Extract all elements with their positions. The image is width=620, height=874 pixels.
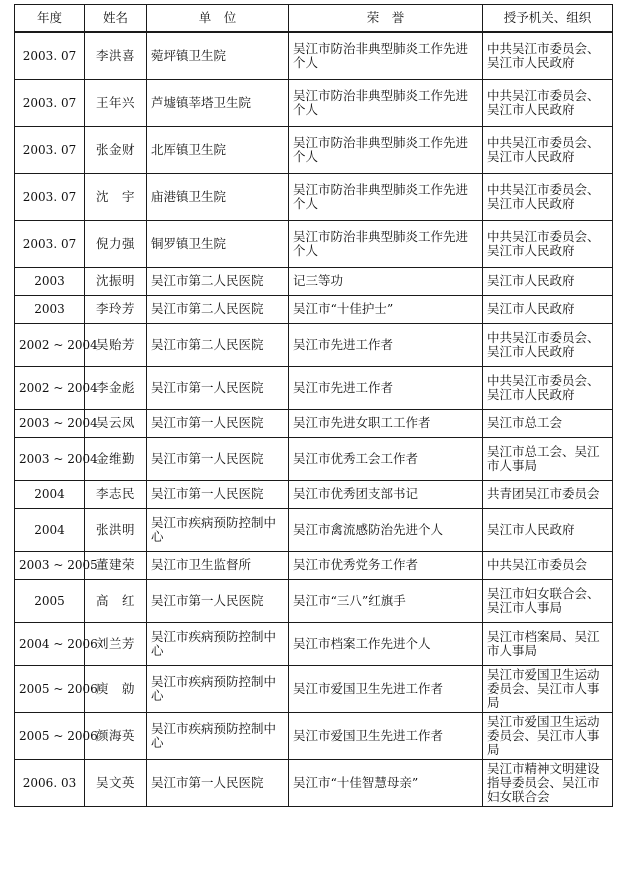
cell-org: 中共吴江市委员会、吴江市人民政府 [483, 173, 613, 220]
cell-name: 沈振明 [85, 267, 147, 295]
table-row [15, 220, 613, 267]
header-unit: 单 位 [147, 5, 289, 33]
table-row [15, 366, 613, 409]
table-row [15, 126, 613, 173]
cell-name: 庾 勍 [85, 665, 147, 712]
cell-honor: 吴江市先进女职工工作者 [289, 409, 483, 437]
cell-org: 中共吴江市委员会 [483, 551, 613, 579]
table-row [15, 409, 613, 437]
table-row [15, 665, 613, 712]
cell-name: 吴云凤 [85, 409, 147, 437]
cell-name: 高 红 [85, 579, 147, 622]
cell-year: 2004 ~ 2006 [15, 622, 85, 665]
cell-unit: 吴江市第一人民医院 [147, 759, 289, 806]
cell-year: 2003. 07 [15, 79, 85, 126]
cell-year: 2005 ~ 2006 [15, 712, 85, 759]
cell-year: 2003 ~ 2004 [15, 409, 85, 437]
header-name: 姓名 [85, 5, 147, 33]
cell-org: 吴江市人民政府 [483, 508, 613, 551]
cell-year: 2005 ~ 2006 [15, 665, 85, 712]
cell-unit: 吴江市卫生监督所 [147, 551, 289, 579]
cell-year: 2003 ~ 2005 [15, 551, 85, 579]
cell-org: 吴江市总工会 [483, 409, 613, 437]
cell-name: 张洪明 [85, 508, 147, 551]
cell-unit: 吴江市第一人民医院 [147, 480, 289, 508]
cell-honor: 吴江市优秀团支部书记 [289, 480, 483, 508]
cell-unit: 吴江市第一人民医院 [147, 366, 289, 409]
cell-honor: 吴江市优秀党务工作者 [289, 551, 483, 579]
cell-org: 吴江市人民政府 [483, 267, 613, 295]
table-body [15, 32, 613, 806]
cell-honor: 吴江市“十佳智慧母亲” [289, 759, 483, 806]
cell-year: 2002 ~ 2004 [15, 323, 85, 366]
cell-honor: 吴江市禽流感防治先进个人 [289, 508, 483, 551]
cell-honor: 吴江市档案工作先进个人 [289, 622, 483, 665]
cell-year: 2003 ~ 2004 [15, 437, 85, 480]
cell-honor: 吴江市先进工作者 [289, 366, 483, 409]
cell-honor: 吴江市“十佳护士” [289, 295, 483, 323]
table-row [15, 712, 613, 759]
cell-year: 2003. 07 [15, 173, 85, 220]
cell-org: 吴江市精神文明建设指导委员会、吴江市妇女联合会 [483, 759, 613, 806]
cell-honor: 吴江市防治非典型肺炎工作先进个人 [289, 220, 483, 267]
cell-year: 2005 [15, 579, 85, 622]
cell-unit: 北厍镇卫生院 [147, 126, 289, 173]
cell-year: 2003. 07 [15, 220, 85, 267]
cell-year: 2003 [15, 295, 85, 323]
cell-year: 2004 [15, 508, 85, 551]
table-row [15, 480, 613, 508]
cell-unit: 铜罗镇卫生院 [147, 220, 289, 267]
table-header [15, 5, 613, 33]
cell-org: 吴江市人民政府 [483, 295, 613, 323]
cell-unit: 吴江市第二人民医院 [147, 323, 289, 366]
cell-name: 颜海英 [85, 712, 147, 759]
cell-org: 吴江市妇女联合会、吴江市人事局 [483, 579, 613, 622]
cell-org: 中共吴江市委员会、吴江市人民政府 [483, 126, 613, 173]
cell-org: 吴江市总工会、吴江市人事局 [483, 437, 613, 480]
cell-org: 中共吴江市委员会、吴江市人民政府 [483, 32, 613, 79]
cell-name: 李洪喜 [85, 32, 147, 79]
cell-org: 共青团吴江市委员会 [483, 480, 613, 508]
cell-org: 中共吴江市委员会、吴江市人民政府 [483, 220, 613, 267]
cell-year: 2004 [15, 480, 85, 508]
table-row [15, 173, 613, 220]
header-year: 年度 [15, 5, 85, 33]
cell-unit: 吴江市第一人民医院 [147, 579, 289, 622]
cell-name: 李金彪 [85, 366, 147, 409]
cell-name: 李志民 [85, 480, 147, 508]
header-org: 授予机关、组织 [483, 5, 613, 33]
cell-org: 中共吴江市委员会、吴江市人民政府 [483, 366, 613, 409]
table-row [15, 437, 613, 480]
table-row [15, 32, 613, 79]
cell-name: 董建荣 [85, 551, 147, 579]
cell-name: 李玲芳 [85, 295, 147, 323]
cell-name: 刘兰芳 [85, 622, 147, 665]
cell-name: 张金财 [85, 126, 147, 173]
cell-unit: 吴江市疾病预防控制中心 [147, 622, 289, 665]
cell-honor: 吴江市防治非典型肺炎工作先进个人 [289, 32, 483, 79]
cell-honor: 记三等功 [289, 267, 483, 295]
cell-org: 吴江市爱国卫生运动委员会、吴江市人事局 [483, 712, 613, 759]
cell-name: 吴文英 [85, 759, 147, 806]
header-row [15, 5, 613, 33]
table-row [15, 323, 613, 366]
table-row [15, 267, 613, 295]
cell-honor: 吴江市防治非典型肺炎工作先进个人 [289, 173, 483, 220]
table-row [15, 551, 613, 579]
cell-name: 倪力强 [85, 220, 147, 267]
cell-org: 吴江市爱国卫生运动委员会、吴江市人事局 [483, 665, 613, 712]
cell-honor: 吴江市爱国卫生先进工作者 [289, 712, 483, 759]
cell-org: 中共吴江市委员会、吴江市人民政府 [483, 79, 613, 126]
cell-unit: 吴江市第二人民医院 [147, 295, 289, 323]
cell-unit: 吴江市第一人民医院 [147, 409, 289, 437]
table-row [15, 508, 613, 551]
cell-unit: 芦墟镇莘塔卫生院 [147, 79, 289, 126]
table-row [15, 622, 613, 665]
cell-year: 2006. 03 [15, 759, 85, 806]
cell-honor: 吴江市爱国卫生先进工作者 [289, 665, 483, 712]
header-honor: 荣 誉 [289, 5, 483, 33]
table-row [15, 295, 613, 323]
cell-name: 金维勤 [85, 437, 147, 480]
cell-year: 2003. 07 [15, 126, 85, 173]
cell-honor: 吴江市优秀工会工作者 [289, 437, 483, 480]
table-row [15, 579, 613, 622]
cell-unit: 吴江市第二人民医院 [147, 267, 289, 295]
cell-unit: 吴江市疾病预防控制中心 [147, 665, 289, 712]
table-row [15, 759, 613, 806]
cell-name: 吴贻芳 [85, 323, 147, 366]
cell-honor: 吴江市先进工作者 [289, 323, 483, 366]
table-row [15, 79, 613, 126]
cell-unit: 吴江市疾病预防控制中心 [147, 508, 289, 551]
cell-honor: 吴江市防治非典型肺炎工作先进个人 [289, 79, 483, 126]
cell-org: 吴江市档案局、吴江市人事局 [483, 622, 613, 665]
cell-unit: 庙港镇卫生院 [147, 173, 289, 220]
cell-unit: 吴江市第一人民医院 [147, 437, 289, 480]
cell-name: 王年兴 [85, 79, 147, 126]
cell-year: 2003. 07 [15, 32, 85, 79]
cell-year: 2002 ~ 2004 [15, 366, 85, 409]
cell-org: 中共吴江市委员会、吴江市人民政府 [483, 323, 613, 366]
cell-honor: 吴江市防治非典型肺炎工作先进个人 [289, 126, 483, 173]
cell-year: 2003 [15, 267, 85, 295]
cell-unit: 吴江市疾病预防控制中心 [147, 712, 289, 759]
cell-name: 沈 宇 [85, 173, 147, 220]
cell-honor: 吴江市“三八”红旗手 [289, 579, 483, 622]
awards-table [14, 4, 613, 807]
cell-unit: 菀坪镇卫生院 [147, 32, 289, 79]
